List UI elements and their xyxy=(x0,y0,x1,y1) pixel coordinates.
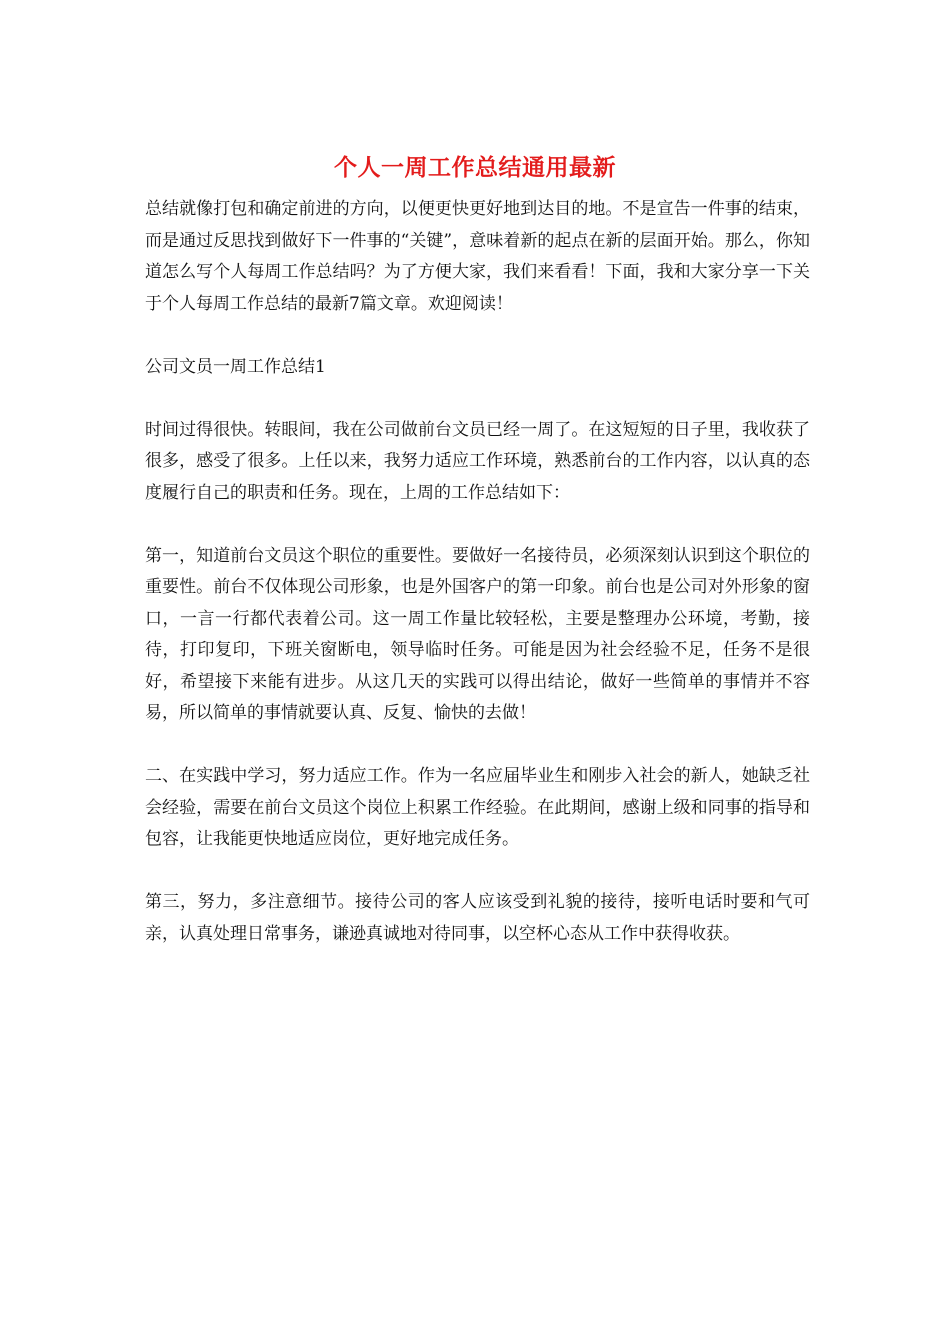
intro-paragraph: 总结就像打包和确定前进的方向，以便更快更好地到达目的地。不是宣告一件事的结束，而是通过反思找到做好下一件事的“关键”，意味着新的起点在新的层面开始。那么，你知道怎么写个人每周工作总结吗？为了方便大家，我们来看看！下面，我和大家分享一下关于个人每周工作总结的最新7篇文章。欢迎阅读！ xyxy=(145,199,810,314)
document-body xyxy=(145,194,810,950)
body-paragraph: 第一，知道前台文员这个职位的重要性。要做好一名接待员，必须深刻认识到这个职位的重要性。前台不仅体现公司形象，也是外国客户的第一印象。前台也是公司对外形象的窗口，一言一行都代表着公司。这一周工作量比较轻松，主要是整理办公环境，考勤，接待，打印复印，下班关窗断电，领导临时任务。可能是因为社会经验不足，任务不是很好，希望接下来能有进步。从这几天的实践可以得出结论，做好一些简单的事情并不容易，所以简单的事情就要认真、反复、愉快的去做！ xyxy=(145,545,810,723)
body-paragraph: 第三，努力，多注意细节。接待公司的客人应该受到礼貌的接待，接听电话时要和气可亲，认真处理日常事务，谦逊真诚地对待同事，以空杯心态从工作中获得收获。 xyxy=(145,892,810,944)
section-heading: 公司文员一周工作总结1 xyxy=(145,356,326,377)
body-paragraph: 二、在实践中学习，努力适应工作。作为一名应届毕业生和刚步入社会的新人，她缺乏社会经验，需要在前台文员这个岗位上积累工作经验。在此期间，感谢上级和同事的指导和包容，让我能更快地适应岗位，更好地完成任务。 xyxy=(145,766,810,849)
document-title: 个人一周工作总结通用最新 xyxy=(334,154,616,181)
body-paragraph: 时间过得很快。转眼间，我在公司做前台文员已经一周了。在这短短的日子里，我收获了很多，感受了很多。上任以来，我努力适应工作环境，熟悉前台的工作内容，以认真的态度履行自己的职责和任务。现在，上周的工作总结如下： xyxy=(145,419,810,503)
